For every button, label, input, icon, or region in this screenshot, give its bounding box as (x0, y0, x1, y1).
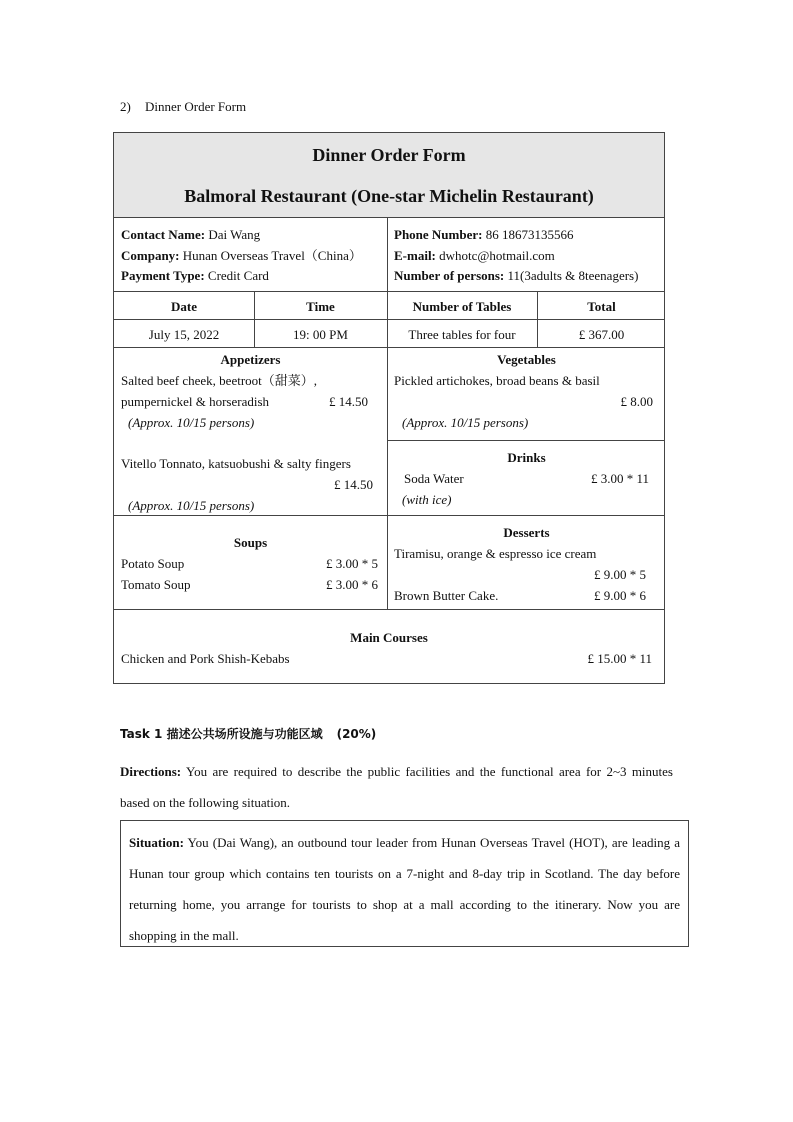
desserts-heading: Desserts (503, 525, 550, 540)
section-title: Dinner Order Form (145, 99, 247, 114)
contact-name-label: Contact Name: (121, 227, 206, 242)
appetizer-2-line-1: Vitello Tonnato, katsuobushi & salty fingers (121, 456, 351, 471)
appetizer-2-note: (Approx. 10/15 persons) (128, 498, 255, 513)
divider (114, 347, 664, 348)
situation-label: Situation: (129, 835, 184, 850)
tables-value: Three tables for four (408, 327, 516, 342)
appetizer-1-line-2: pumpernickel & horseradish (121, 394, 270, 409)
task-title (120, 725, 376, 742)
situation-paragraph (129, 827, 680, 951)
dinner-order-form (113, 132, 665, 684)
section-number: 2) (120, 99, 131, 114)
contact-name-row (121, 227, 260, 243)
company-row (121, 248, 362, 264)
total-value: £ 367.00 (578, 327, 625, 342)
divider (114, 515, 664, 516)
vegetable-price: £ 8.00 (620, 394, 653, 409)
column-divider (387, 217, 388, 609)
appetizers-heading: Appetizers (220, 352, 281, 367)
company-value: Hunan Overseas Travel（China） (182, 248, 362, 263)
task-title-text: Task 1 描述公共场所设施与功能区域 (120, 727, 323, 741)
divider (114, 609, 664, 610)
appetizer-2-price: £ 14.50 (334, 477, 373, 492)
directions-text: You are required to describe the public facilities and the functional area for 2~3 minutes based on the following situation. (120, 764, 673, 810)
company-label: Company: (121, 248, 180, 263)
divider (114, 217, 664, 218)
time-header: Time (306, 299, 335, 314)
vegetable-item: Pickled artichokes, broad beans & basil (394, 373, 600, 388)
appetizer-1-note: (Approx. 10/15 persons) (128, 415, 255, 430)
restaurant-name: Balmoral Restaurant (One-star Michelin Restaurant) (184, 186, 594, 206)
dessert-1: Tiramisu, orange & espresso ice cream (394, 546, 597, 561)
soup-1-price: £ 3.00 * 5 (326, 556, 378, 571)
divider (114, 319, 664, 320)
email-row (394, 248, 555, 264)
date-header: Date (171, 299, 197, 314)
payment-row (121, 268, 269, 284)
persons-row (394, 268, 638, 284)
soups-heading: Soups (233, 535, 268, 550)
section-heading (120, 99, 246, 115)
email-label: E-mail: (394, 248, 436, 263)
divider (387, 440, 664, 441)
soup-2: Tomato Soup (121, 577, 191, 592)
time-value: 19: 00 PM (293, 327, 348, 342)
persons-label: Number of persons: (394, 268, 505, 283)
dessert-2: Brown Butter Cake. (394, 588, 499, 603)
vegetable-note: (Approx. 10/15 persons) (402, 415, 529, 430)
dessert-2-price: £ 9.00 * 6 (594, 588, 646, 603)
tables-header: Number of Tables (412, 299, 512, 314)
phone-value: 86 18673135566 (485, 227, 574, 242)
main-courses-heading: Main Courses (350, 630, 428, 645)
drink-item: Soda Water (404, 471, 464, 486)
total-header: Total (587, 299, 616, 314)
email-value: dwhotc@hotmail.com (439, 248, 555, 263)
appetizer-1-price: £ 14.50 (329, 394, 368, 409)
payment-label: Payment Type: (121, 268, 205, 283)
contact-name-value: Dai Wang (208, 227, 261, 242)
date-value: July 15, 2022 (148, 327, 220, 342)
main-course-price: £ 15.00 * 11 (587, 651, 652, 666)
drink-note: (with ice) (402, 492, 452, 507)
appetizer-1-line-1: Salted beef cheek, beetroot（甜菜）, (121, 373, 318, 388)
persons-value: 11(3adults & 8teenagers) (507, 268, 639, 283)
directions-label: Directions: (120, 764, 182, 779)
dessert-1-price: £ 9.00 * 5 (594, 567, 646, 582)
task-percent: (20%) (336, 727, 377, 741)
phone-label: Phone Number: (394, 227, 483, 242)
drinks-heading: Drinks (507, 450, 546, 465)
main-course-item: Chicken and Pork Shish-Kebabs (121, 651, 290, 666)
soup-2-price: £ 3.00 * 6 (326, 577, 378, 592)
vegetables-heading: Vegetables (497, 352, 556, 367)
payment-value: Credit Card (207, 268, 269, 283)
soup-1: Potato Soup (121, 556, 185, 571)
drink-price: £ 3.00 * 11 (590, 471, 649, 486)
situation-box (120, 820, 689, 947)
directions-paragraph (120, 756, 673, 818)
phone-row (394, 227, 573, 243)
situation-text: You (Dai Wang), an outbound tour leader from Hunan Overseas Travel (HOT), are leading a Hunan tour group which contains ten tourists on a 7-night and 8-day trip in Scotland. The day before returning home, you arrange for tourists to shop at a mall according to the itinerary. Now you are shopping in the mall. (129, 835, 680, 943)
form-title: Dinner Order Form (312, 145, 466, 165)
divider (114, 291, 664, 292)
